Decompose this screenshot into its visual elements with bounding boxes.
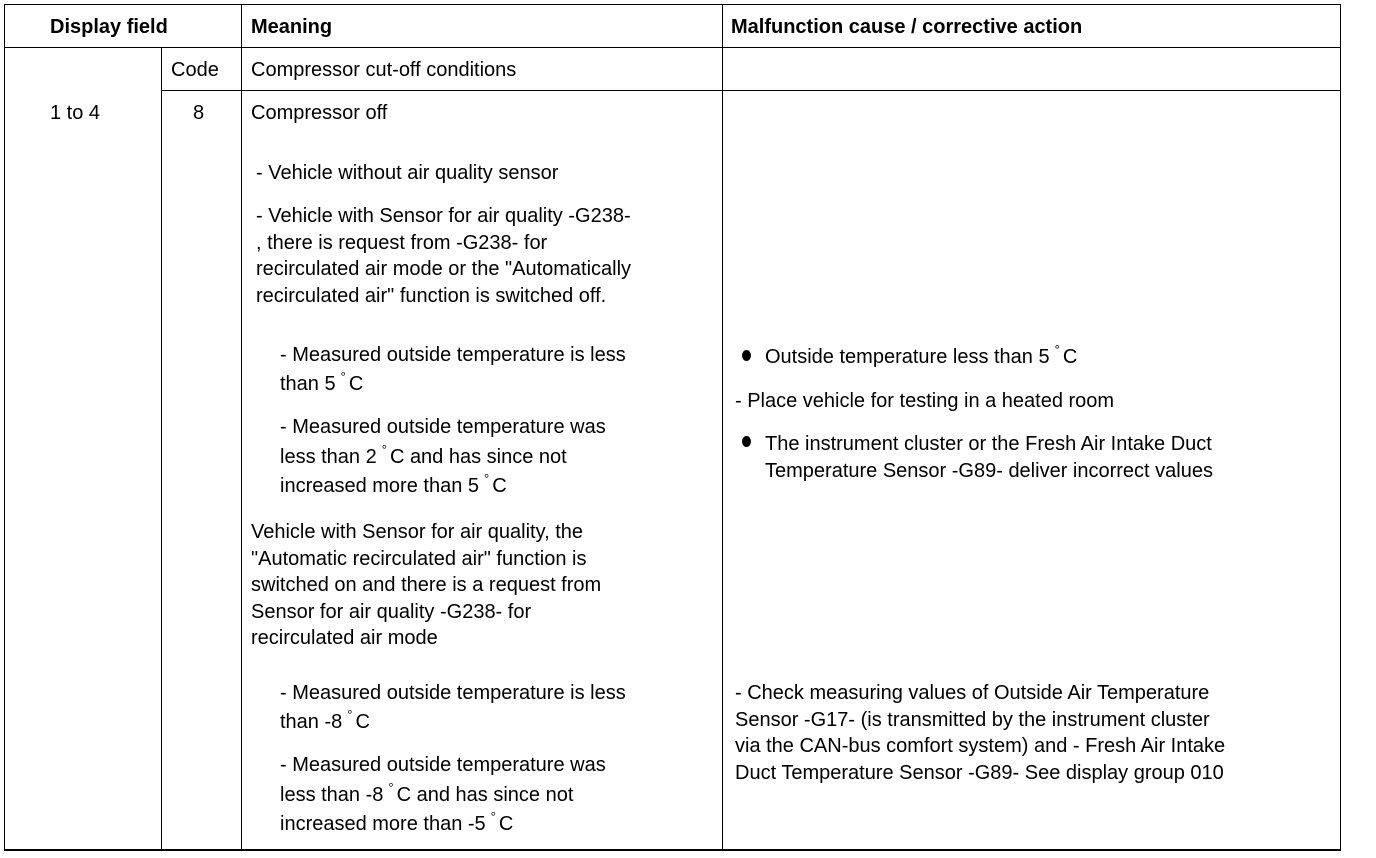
cond2b-line2: less than -8 ° C and has since not	[280, 780, 574, 806]
header-bottom-border	[4, 47, 1341, 48]
code-label: Code	[171, 59, 219, 81]
table-right-border	[1340, 4, 1341, 850]
table-left-border	[4, 4, 5, 850]
meaning-title: Compressor off	[251, 102, 388, 124]
action-place-vehicle: - Place vehicle for testing in a heated room	[735, 390, 1115, 412]
cond2a-line2: than -8 ° C	[280, 707, 370, 733]
cond2b-line1: - Measured outside temperature was	[280, 754, 606, 776]
cond1b-line1: - Measured outside temperature was	[280, 416, 606, 438]
cond1a-line1: - Measured outside temperature is less	[280, 344, 626, 366]
action-outside-temp: Outside temperature less than 5 ° C	[765, 342, 1078, 368]
bullet-icon	[742, 436, 751, 447]
bullet-icon	[742, 350, 751, 361]
code-column-border	[161, 47, 162, 850]
meaning-auto-recirc: Vehicle with Sensor for air quality, the "Automatic recirculated air" function is switched on and there is a request from Sensor for air quality -G238- for recirculated air mode	[251, 521, 602, 649]
header-meaning: Meaning	[251, 16, 333, 38]
meaning-no-sensor: - Vehicle without air quality sensor	[256, 162, 559, 184]
action-incorrect-values: The instrument cluster or the Fresh Air Intake Duct Temperature Sensor -G89- deliver incorrect values	[765, 433, 1213, 482]
header-action: Malfunction cause / corrective action	[731, 16, 1083, 38]
subheader-bottom-border	[161, 90, 1341, 91]
cond2b-line3: increased more than -5 ° C	[280, 809, 514, 835]
header-display-field: Display field	[50, 16, 168, 38]
cond1b-line3: increased more than 5 ° C	[280, 471, 507, 497]
table-top-border	[4, 4, 1341, 5]
action-column-border	[722, 4, 723, 850]
meaning-column-border	[241, 4, 242, 850]
code-value: 8	[193, 102, 205, 124]
cond1b-line2: less than 2 ° C and has since not	[280, 442, 567, 468]
display-field-value: 1 to 4	[50, 102, 101, 124]
subheader-meaning: Compressor cut-off conditions	[251, 59, 517, 81]
table-bottom-border	[4, 849, 1341, 851]
cond2a-line1: - Measured outside temperature is less	[280, 682, 626, 704]
cond1a-line2: than 5 ° C	[280, 369, 364, 395]
meaning-with-sensor: - Vehicle with Sensor for air quality -G238- , there is request from -G238- for recirculated air mode or the "Automatically recirculated air" function is switched off.	[256, 205, 632, 307]
action-check-values: - Check measuring values of Outside Air Temperature Sensor -G17- (is transmitted by the instrument cluster via the CAN-bus comfort system) and - Fresh Air Intake Duct Temperature Sensor -G89- See display group 010	[735, 682, 1226, 784]
